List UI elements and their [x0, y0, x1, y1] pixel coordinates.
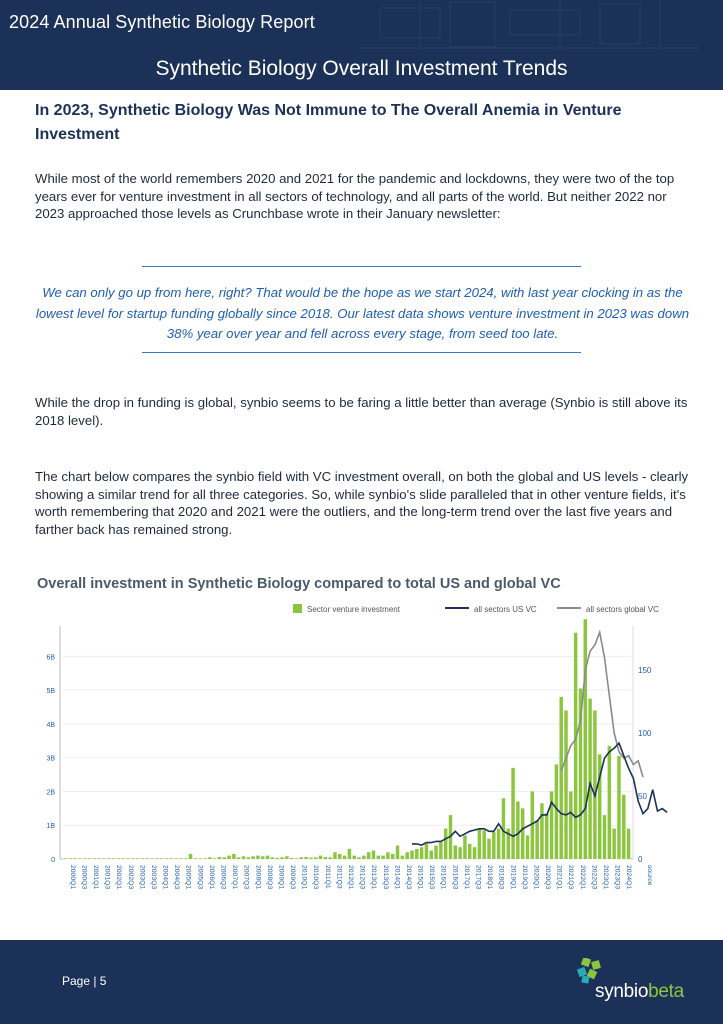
sector-investment-bar: [261, 856, 264, 859]
sector-investment-bar: [564, 710, 567, 859]
x-tick-label: 2002Q1: [115, 865, 123, 890]
sector-investment-bar: [357, 857, 360, 859]
x-tick-label: 2018Q1: [486, 865, 494, 890]
sector-investment-bar: [391, 854, 394, 859]
sector-investment-bar: [328, 857, 331, 859]
sector-investment-bar: [545, 813, 548, 859]
left-tick-label: 0: [51, 857, 55, 864]
quote-rule-top: [142, 266, 581, 267]
sector-investment-bar: [309, 858, 312, 859]
sector-investment-bar: [593, 710, 596, 859]
x-tick-label: 2019Q1: [509, 865, 517, 890]
footer: [0, 940, 723, 1024]
sector-investment-bar: [511, 768, 514, 859]
x-tick-label: 2006Q3: [219, 865, 227, 890]
sector-investment-bar: [410, 851, 413, 859]
sector-investment-bar: [492, 832, 495, 859]
x-tick-label: 2015Q1: [416, 865, 424, 890]
x-tick-label: 2004Q3: [173, 865, 181, 890]
sector-investment-bar: [223, 857, 226, 859]
left-tick-label: 3B: [46, 755, 55, 763]
logo-text: [595, 981, 684, 1003]
sector-investment-bar: [213, 858, 216, 859]
sector-investment-bar: [97, 858, 100, 859]
x-tick-label: 2005Q1: [184, 865, 192, 890]
x-tick-label: 2012Q3: [358, 865, 366, 890]
pull-quote: We can only go up from here, right? That would be the hope as we start 2024, with last year clocking in as the lowest level for startup funding globally since 2018. Our latest data shows venture investment in 2023 was down 38% year over year and fell across every stage, from seed too late.: [35, 285, 690, 341]
x-tick-label: 2000Q1: [68, 865, 76, 890]
sector-investment-bar: [415, 849, 418, 859]
right-tick-label: 150: [638, 666, 652, 676]
paragraph-intro: While most of the world remembers 2020 and 2021 for the pandemic and lockdowns, they were two of the top years ever for venture investment in all sectors of technology, and all parts of the world. But neither 2022 nor 2023 approached those levels as Crunchbase wrote in their January newsletter:: [35, 171, 675, 221]
legend-swatch-sector: [293, 604, 302, 613]
sector-investment-bar: [381, 856, 384, 859]
sector-investment-bar: [401, 856, 404, 859]
sector-investment-bar: [434, 845, 437, 859]
sector-investment-bar: [540, 803, 543, 859]
sector-investment-bar: [348, 849, 351, 859]
sector-investment-bar: [126, 858, 129, 859]
sector-investment-bar: [612, 829, 615, 859]
sector-investment-bar: [352, 856, 355, 859]
x-tick-label: 2014Q3: [404, 865, 412, 890]
left-tick-label: 5B: [46, 688, 55, 696]
x-tick-label: 2009Q1: [277, 865, 285, 890]
sector-investment-bar: [232, 854, 235, 859]
sector-investment-bar: [121, 858, 124, 859]
sector-investment-bar: [300, 857, 303, 859]
x-tick-label: 2021Q3: [567, 865, 575, 890]
sector-investment-bar: [396, 845, 399, 859]
x-tick-label: 2002Q3: [126, 865, 134, 890]
sector-investment-bar: [425, 844, 428, 859]
sector-investment-bar: [68, 858, 71, 859]
sector-investment-bar: [155, 858, 158, 859]
sector-investment-bar: [343, 856, 346, 859]
x-tick-label: 2015Q3: [428, 865, 436, 890]
sector-investment-bar: [208, 857, 211, 859]
left-tick-label: 4B: [46, 721, 55, 729]
sector-investment-bar: [473, 847, 476, 859]
sector-investment-bar: [251, 856, 254, 859]
x-tick-label: 2001Q3: [103, 865, 111, 890]
sector-investment-bar: [275, 858, 278, 859]
header-banner: [0, 0, 723, 90]
sector-investment-bar: [247, 857, 250, 859]
sector-investment-bar: [256, 856, 259, 859]
sector-investment-bar: [194, 858, 197, 859]
section-title: Synthetic Biology Overall Investment Trends: [155, 57, 568, 80]
right-axis-source-label: source: [646, 865, 653, 886]
x-tick-label: 2003Q3: [149, 865, 157, 890]
sector-investment-bar: [622, 795, 625, 859]
sector-investment-bar: [420, 847, 423, 859]
x-tick-label: 2011Q1: [323, 865, 331, 889]
sector-investment-bar: [559, 697, 562, 859]
x-tick-label: 2023Q1: [602, 865, 610, 890]
x-tick-label: 2023Q3: [613, 865, 621, 890]
sector-investment-bar: [377, 856, 380, 859]
sector-investment-bar: [107, 858, 110, 859]
x-tick-label: 2017Q1: [462, 865, 470, 890]
x-tick-label: 2008Q1: [254, 865, 262, 890]
sector-investment-bar: [478, 829, 481, 859]
sector-investment-bar: [271, 857, 274, 859]
sector-investment-bar: [165, 858, 168, 859]
synbiobeta-logo[interactable]: [576, 958, 686, 1008]
x-tick-label: 2003Q1: [138, 865, 146, 890]
sector-investment-bar: [102, 858, 105, 859]
sector-investment-bar: [463, 835, 466, 859]
sector-investment-bar: [189, 854, 192, 859]
sector-investment-bar: [608, 746, 611, 859]
sector-investment-bar: [131, 858, 134, 859]
sector-investment-bar: [78, 858, 81, 859]
page-number: Page | 5: [62, 974, 107, 988]
sector-investment-bar: [338, 854, 341, 859]
sector-investment-bar: [150, 858, 153, 859]
sector-investment-bar: [526, 835, 529, 859]
x-tick-label: 2005Q3: [196, 865, 204, 890]
sector-investment-bar: [603, 815, 606, 859]
sector-investment-bar: [266, 856, 269, 859]
sector-investment-bar: [555, 764, 558, 859]
sector-investment-bar: [405, 852, 408, 859]
sector-investment-bar: [218, 857, 221, 859]
x-tick-label: 2004Q1: [161, 865, 169, 890]
sector-investment-bar: [280, 857, 283, 859]
sector-investment-bar: [372, 851, 375, 859]
sector-investment-bar: [237, 857, 240, 859]
logo-text-accent: beta: [648, 981, 684, 1002]
sector-investment-bar: [569, 791, 572, 859]
sector-investment-bar: [83, 858, 86, 859]
sector-investment-bar: [367, 852, 370, 859]
sector-investment-bar: [203, 858, 206, 859]
x-tick-label: 2007Q1: [231, 865, 239, 890]
legend-label-sector: Sector venture investment: [307, 605, 400, 614]
sector-investment-bar: [112, 858, 115, 859]
sector-investment-bar: [319, 856, 322, 859]
x-tick-label: 2013Q1: [370, 865, 378, 890]
sector-investment-bar: [482, 830, 485, 859]
right-tick-label: 50: [638, 792, 647, 802]
x-tick-label: 2016Q3: [451, 865, 459, 890]
sector-investment-bar: [574, 633, 577, 859]
sector-investment-bar: [304, 857, 307, 859]
sector-investment-bar: [73, 858, 76, 859]
legend-label-us: all sectors US VC: [474, 605, 537, 614]
x-tick-label: 2020Q1: [532, 865, 540, 890]
sector-investment-bar: [617, 756, 620, 859]
sector-investment-bar: [454, 845, 457, 859]
sector-investment-bar: [88, 858, 91, 859]
sector-investment-bar: [386, 852, 389, 859]
x-tick-label: 2006Q1: [207, 865, 215, 890]
x-tick-label: 2010Q1: [300, 865, 308, 890]
sector-investment-bar: [184, 858, 187, 859]
sector-investment-bar: [295, 858, 298, 859]
sector-investment-bar: [627, 829, 630, 859]
x-tick-label: 2001Q1: [91, 865, 99, 890]
sector-investment-bar: [444, 829, 447, 859]
article-headline: In 2023, Synthetic Biology Was Not Immune to The Overall Anemia in Venture Investment: [35, 102, 622, 143]
sector-investment-bar: [93, 858, 96, 859]
sector-investment-bar: [160, 858, 163, 859]
x-tick-label: 2024Q1: [625, 865, 633, 890]
sector-investment-bar: [146, 858, 149, 859]
sector-investment-bar: [588, 699, 591, 859]
sector-investment-bar: [430, 851, 433, 859]
quote-rule-bottom: [142, 352, 581, 353]
x-tick-label: 2018Q3: [497, 865, 505, 890]
x-tick-label: 2000Q3: [80, 865, 88, 890]
x-tick-label: 2008Q3: [265, 865, 273, 890]
sector-investment-bar: [136, 858, 139, 859]
sector-investment-bar: [324, 857, 327, 859]
chart-title: Overall investment in Synthetic Biology compared to total US and global VC: [37, 576, 561, 592]
sector-investment-bar: [521, 808, 524, 859]
right-tick-label: 0: [638, 855, 643, 864]
sector-investment-bar: [584, 619, 587, 859]
x-tick-label: 2009Q3: [289, 865, 297, 890]
sector-investment-bar: [497, 829, 500, 859]
sector-investment-bar: [333, 852, 336, 859]
sector-investment-bar: [174, 858, 177, 859]
x-tick-label: 2013Q3: [381, 865, 389, 890]
paragraph-funding-drop: While the drop in funding is global, synbio seems to be faring a little better than average (Synbio is still above its 2018 level).: [35, 395, 688, 428]
right-tick-label: 100: [638, 729, 652, 739]
x-tick-label: 2012Q1: [347, 865, 354, 890]
investment-chart: [33, 568, 688, 908]
paragraph-chart-intro: The chart below compares the synbio field with VC investment overall, on both the global and US levels - clearly showing a similar trend for all three categories. So, while synbio's slide paralleled that in other venture fields, it's worth remembering that 2020 and 2021 were the outliers, and the long-term trend over the last five years and farther back has remained strong.: [35, 469, 689, 537]
sector-investment-bar: [179, 858, 182, 859]
x-tick-label: 2011Q3: [335, 865, 343, 889]
x-tick-label: 2017Q3: [474, 865, 482, 890]
sector-investment-bar: [285, 856, 288, 859]
sector-investment-bar: [198, 858, 201, 859]
report-title: 2024 Annual Synthetic Biology Report: [9, 12, 315, 32]
sector-investment-bar: [487, 839, 490, 859]
x-tick-label: 2010Q3: [312, 865, 320, 890]
x-tick-label: 2021Q1: [555, 865, 563, 890]
sector-investment-bar: [141, 858, 144, 859]
sector-investment-bar: [314, 857, 317, 859]
x-tick-label: 2020Q3: [544, 865, 552, 890]
x-tick-label: 2007Q3: [242, 865, 250, 890]
sector-investment-bar: [468, 844, 471, 859]
left-tick-label: 1B: [46, 823, 55, 831]
legend-label-global: all sectors global VC: [586, 605, 659, 614]
sector-investment-bar: [242, 856, 245, 859]
left-tick-label: 6B: [46, 654, 55, 662]
sector-investment-bar: [458, 847, 461, 859]
sector-investment-bar: [290, 858, 293, 859]
left-tick-label: 2B: [46, 789, 55, 797]
sector-investment-bar: [535, 820, 538, 859]
sector-investment-bar: [362, 856, 365, 859]
x-tick-label: 2022Q1: [578, 865, 586, 890]
x-tick-label: 2016Q1: [439, 865, 447, 890]
logo-text-main: synbio: [595, 981, 649, 1002]
sector-investment-bar: [227, 856, 230, 859]
sector-investment-bar: [439, 842, 442, 859]
sector-investment-bar: [170, 858, 173, 859]
sector-investment-bar: [516, 802, 519, 859]
x-tick-label: 2022Q3: [590, 865, 598, 890]
x-tick-label: 2014Q1: [393, 865, 401, 890]
sector-investment-bar: [64, 858, 67, 859]
sector-investment-bar: [117, 858, 120, 859]
x-tick-label: 2019Q3: [520, 865, 528, 890]
